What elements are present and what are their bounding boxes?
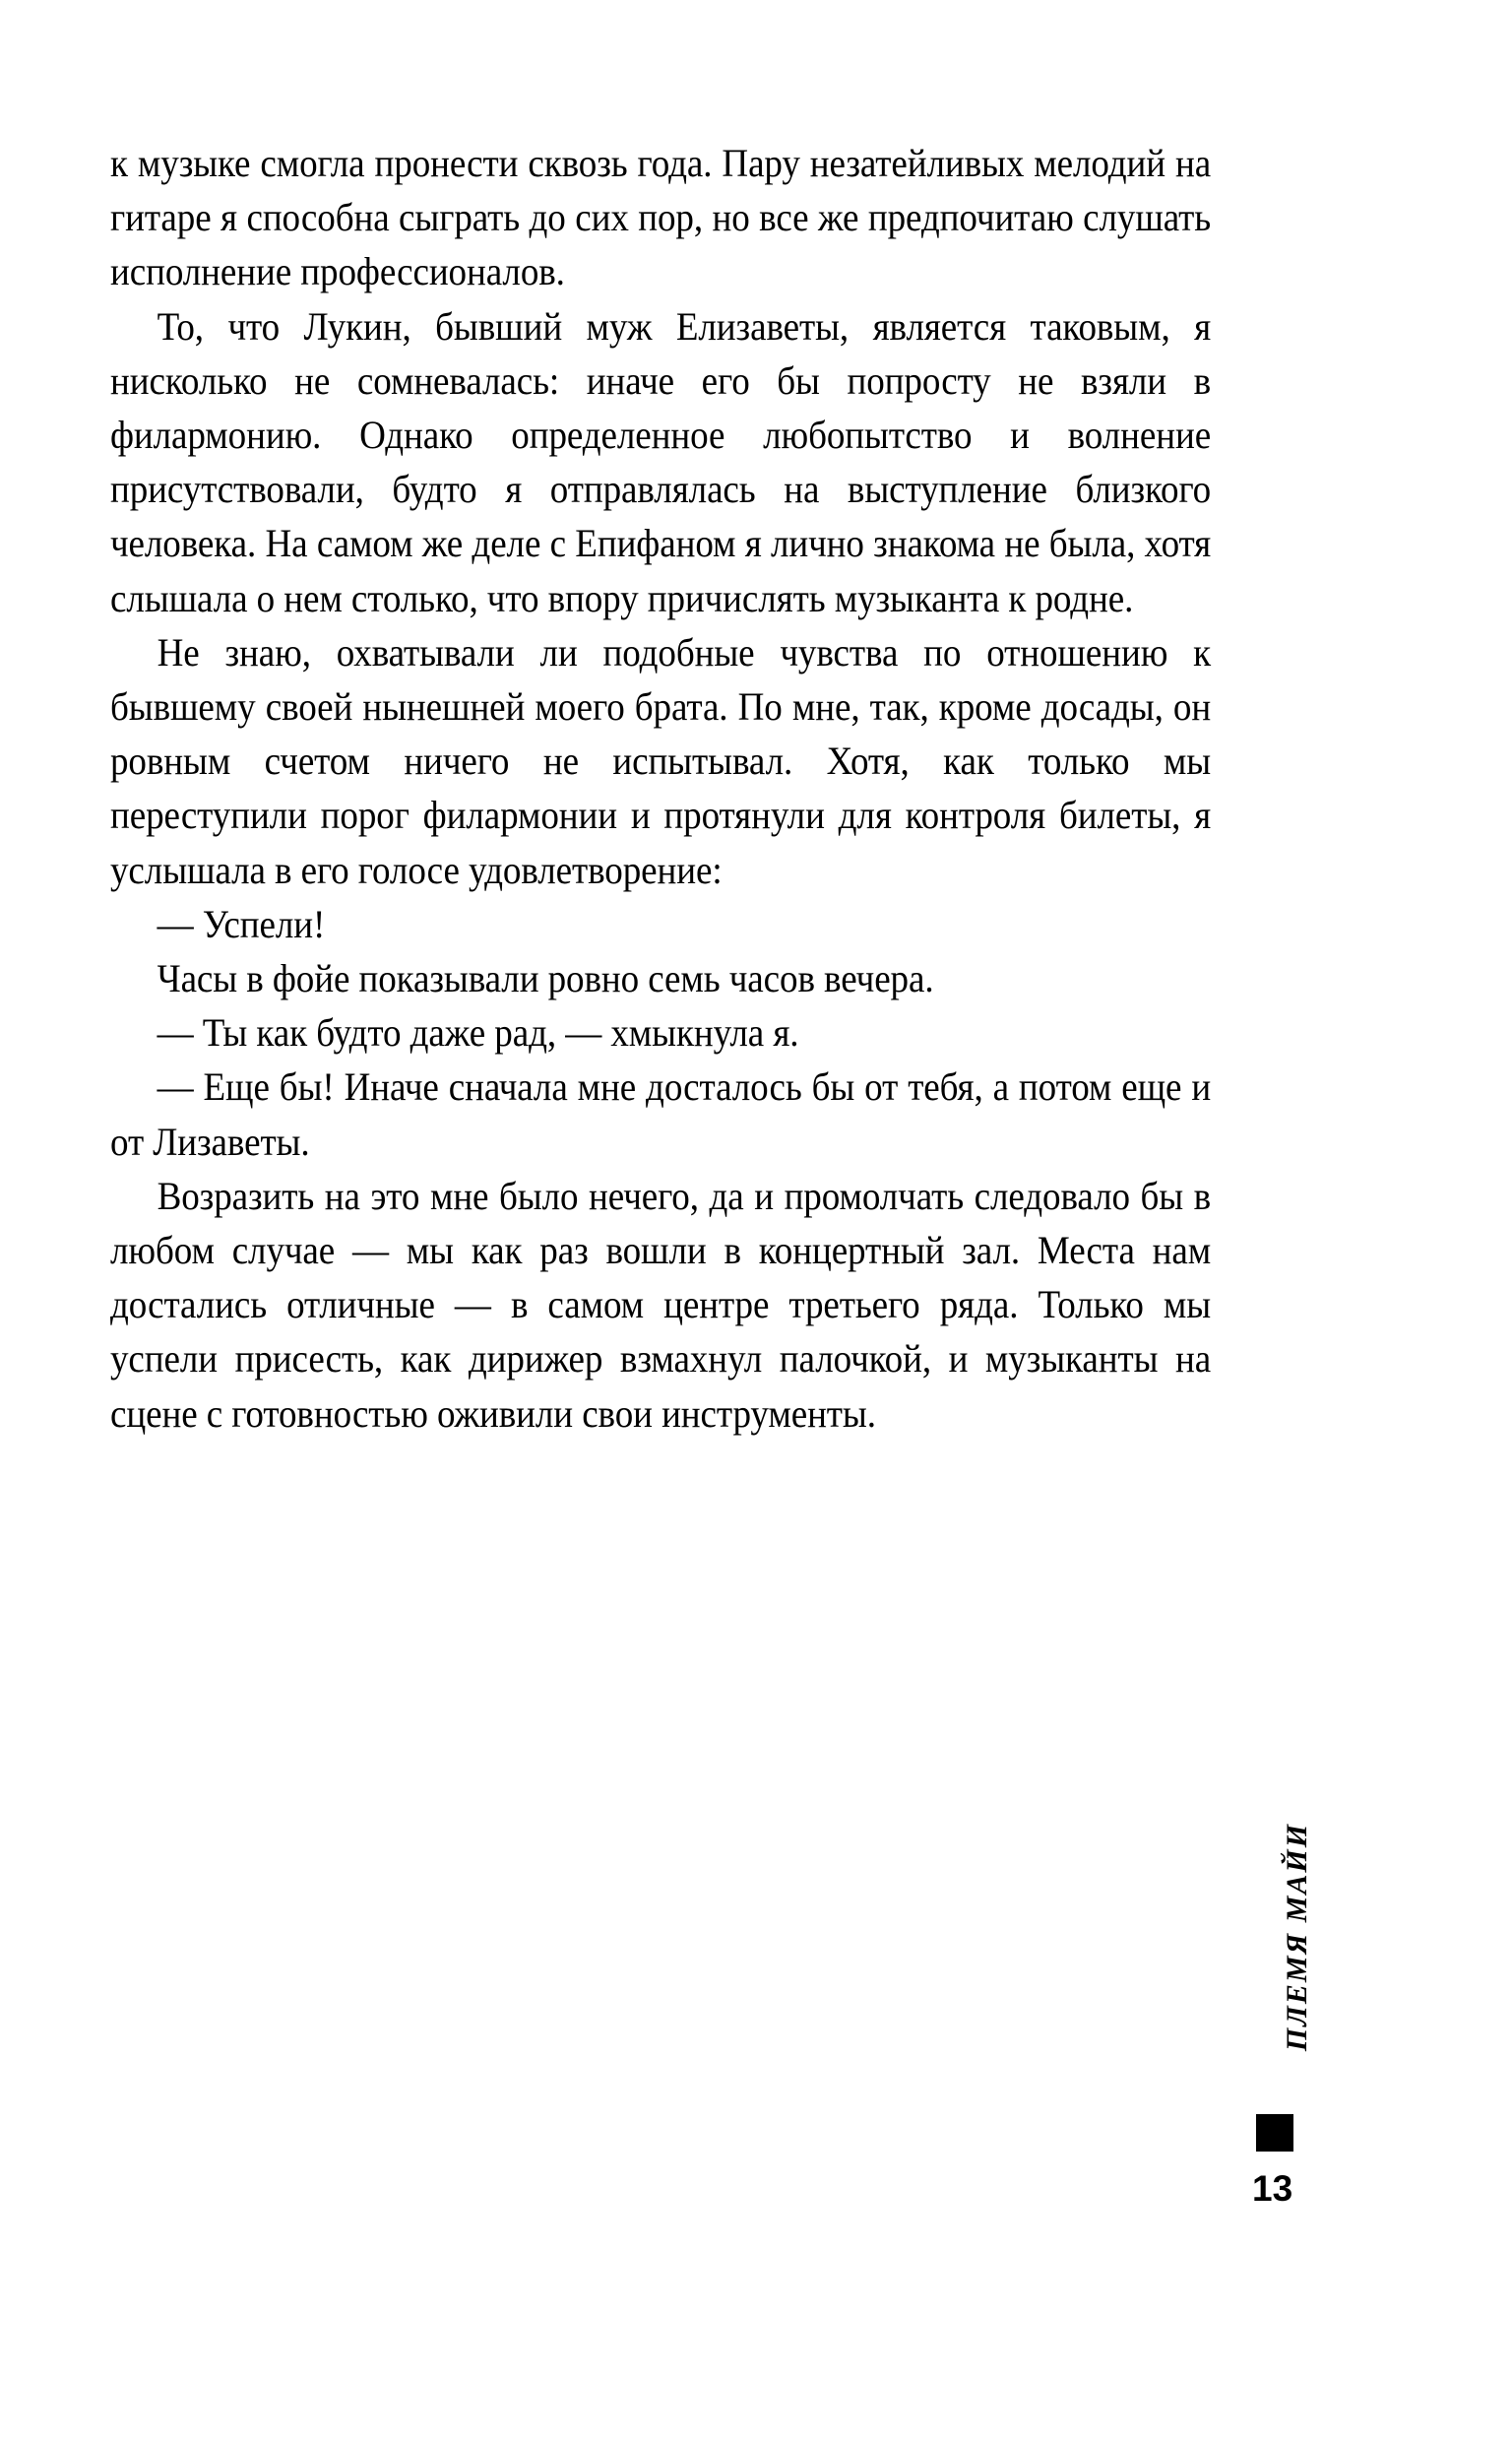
dialogue-line: — Успели! xyxy=(157,901,326,946)
body-text-column xyxy=(110,136,1211,1441)
paragraph: к музыке смогла пронести сквозь года. Пару незатейливых мелодий на гитаре я способна сыграть до сих пор, но все же предпочитаю слушать исполнение профессионалов. xyxy=(110,141,1212,294)
paragraph: То, что Лукин, бывший муж Елизаветы, является таковым, я нисколько не сомневалась: иначе его бы попросту не взяли в филармонию. Однако определенное любопытство и волнение присутствовали, будто я отправлялась на выступление близкого человека. На самом же деле с Епифаном я лично знакома не была, хотя слышала о нем столько, что впору причислять музыканта к родне. xyxy=(110,303,1212,620)
square-marker-icon xyxy=(1256,2114,1293,2152)
paragraph: Возразить на это мне было нечего, да и промолчать следовало бы в любом случае — мы как раз вошли в концертный зал. Места нам достались отличные — в самом центре третьего ряда. Только мы успели присесть, как дирижер взмахнул палочкой, и музыканты на сцене с готовностью оживили свои инструменты. xyxy=(110,1173,1212,1436)
dialogue-line: — Еще бы! Иначе сначала мне досталось бы от тебя, а потом еще и от Лизаветы. xyxy=(110,1064,1212,1164)
dialogue-line: — Ты как будто даже рад, — хмыкнула я. xyxy=(157,1010,799,1056)
page-sidebar xyxy=(1248,1763,1317,2275)
page-number: 13 xyxy=(1252,2168,1293,2209)
running-title: ПЛЕМЯ МАЙИ xyxy=(1281,1822,1313,2052)
paragraph: Часы в фойе показывали ровно семь часов вечера. xyxy=(157,956,934,1001)
paragraph: Не знаю, охватывали ли подобные чувства по отношению к бывшему своей нынешней моего брата. По мне, так, кроме досады, он ровным счетом ничего не испытывал. Хотя, как только мы переступили порог филармонии и протянули для контроля билеты, я услышала в его голосе удовлетворение: xyxy=(110,629,1212,892)
